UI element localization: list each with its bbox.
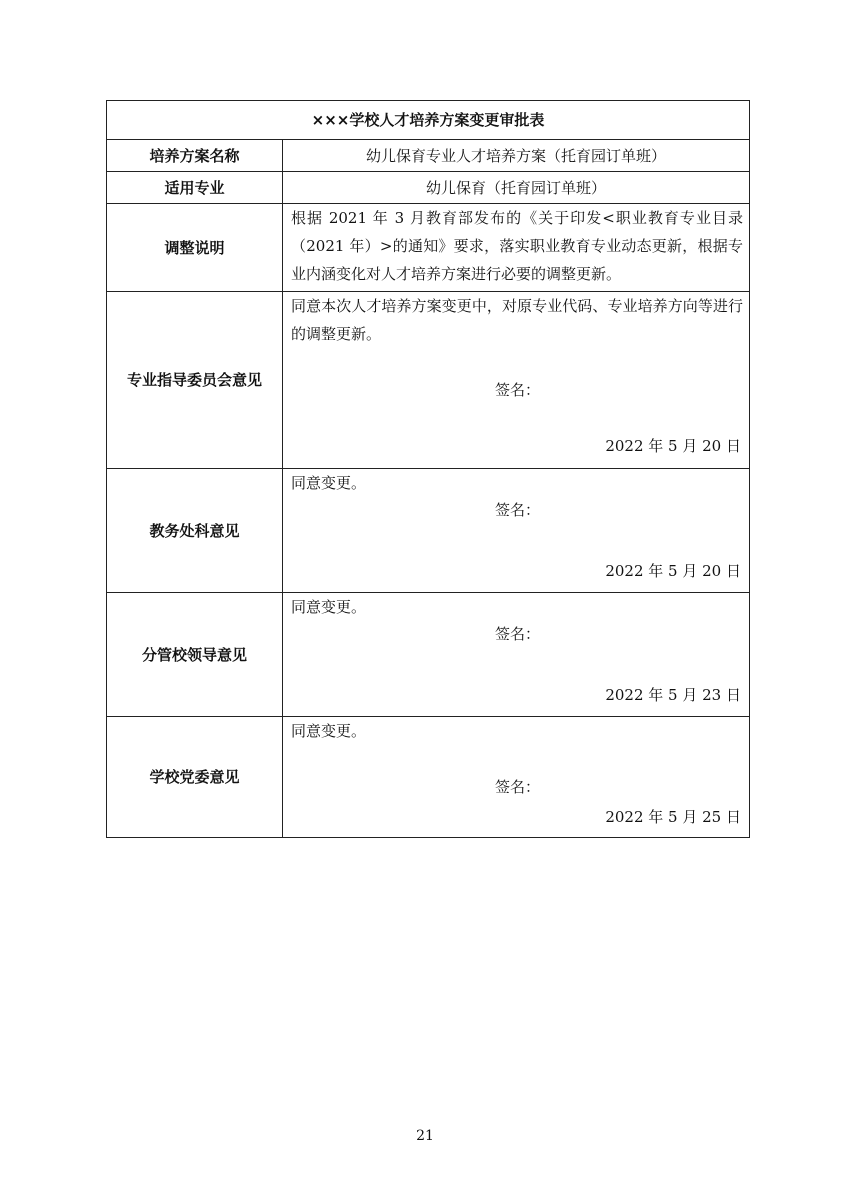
committee-opinion-text: 同意本次人才培养方案变更中，对原专业代码、专业培养方向等进行的调整更新。: [291, 297, 743, 343]
plan-name-label: 培养方案名称: [107, 140, 283, 172]
committee-date: 2022 年 5 月 20 日: [605, 437, 741, 455]
table-row: [107, 469, 750, 593]
form-title: ×××学校人才培养方案变更审批表: [107, 101, 750, 140]
party-committee-opinion-cell: [283, 717, 750, 838]
plan-name-value: 幼儿保育专业人才培养方案（托育园订单班）: [283, 140, 750, 172]
table-row: [107, 204, 750, 292]
vice-principal-date: 2022 年 5 月 23 日: [605, 686, 741, 704]
academic-affairs-opinion-label: 教务处科意见: [107, 469, 283, 593]
party-committee-opinion-label: 学校党委意见: [107, 717, 283, 838]
vice-principal-opinion-cell: [283, 593, 750, 717]
academic-affairs-opinion-cell: [283, 469, 750, 593]
table-row: [107, 717, 750, 838]
committee-opinion-label: 专业指导委员会意见: [107, 292, 283, 469]
form-title-row: [107, 101, 750, 140]
party-committee-date: 2022 年 5 月 25 日: [605, 808, 741, 826]
academic-affairs-date: 2022 年 5 月 20 日: [605, 562, 741, 580]
committee-opinion-cell: [283, 292, 750, 469]
page-number: 21: [416, 1128, 434, 1144]
party-committee-opinion-text: 同意变更。: [291, 722, 367, 740]
academic-affairs-signature-label: 签名：: [495, 501, 541, 519]
academic-affairs-opinion-text: 同意变更。: [291, 474, 367, 492]
major-value: 幼儿保育（托育园订单班）: [283, 172, 750, 204]
vice-principal-opinion-label: 分管校领导意见: [107, 593, 283, 717]
approval-form-table: [106, 100, 750, 838]
table-row: [107, 140, 750, 172]
major-label: 适用专业: [107, 172, 283, 204]
adjustment-text: 根据 2021 年 3 月教育部发布的《关于印发<职业教育专业目录（2021 年）>的通知》要求，落实职业教育专业动态更新，根据专业内涵变化对人才培养方案进行必要的调整更新。: [291, 209, 743, 283]
party-committee-signature-label: 签名：: [495, 778, 541, 796]
vice-principal-opinion-text: 同意变更。: [291, 598, 367, 616]
table-row: [107, 292, 750, 469]
vice-principal-signature-label: 签名：: [495, 625, 541, 643]
adjustment-label: 调整说明: [107, 204, 283, 292]
table-row: [107, 593, 750, 717]
adjustment-cell: [283, 204, 750, 292]
table-row: [107, 172, 750, 204]
committee-signature-label: 签名：: [495, 381, 541, 399]
